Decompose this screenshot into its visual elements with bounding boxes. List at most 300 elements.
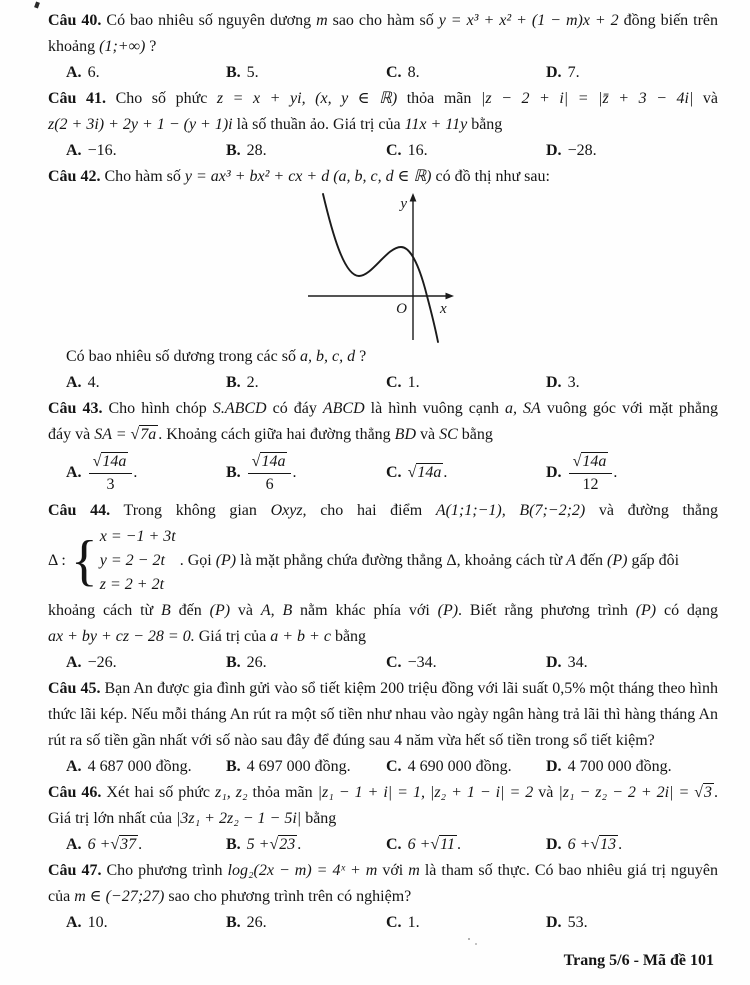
text-run: |z₁ − 1 + i| = 1, |z₂ + 1 − i| = 2 bbox=[317, 784, 534, 801]
question-46-answers bbox=[48, 832, 718, 858]
text-line bbox=[48, 598, 718, 624]
fraction bbox=[569, 452, 613, 495]
text-run: 6 + bbox=[567, 836, 591, 853]
option-letter: C. bbox=[386, 654, 402, 671]
text-run: 1. bbox=[407, 914, 420, 931]
text-run: . Khoảng cách giữa hai đường thẳng bbox=[158, 426, 395, 443]
text-run: 16. bbox=[407, 142, 428, 159]
text-run: thỏa mãn bbox=[397, 90, 481, 107]
text-run: Cho hàm số bbox=[100, 168, 185, 185]
answer-option bbox=[546, 910, 718, 936]
cubic-graph-svg bbox=[300, 192, 530, 344]
option-letter: D. bbox=[546, 374, 562, 391]
text-run: −28. bbox=[567, 142, 597, 159]
answer-option bbox=[386, 910, 546, 936]
option-letter: A. bbox=[66, 464, 82, 481]
text-run: với bbox=[377, 862, 409, 879]
text-line bbox=[48, 164, 718, 190]
sqrt-sign: √ bbox=[430, 836, 440, 853]
option-letter: D. bbox=[546, 64, 562, 81]
text-run: 6. bbox=[87, 64, 100, 81]
sqrt-expression bbox=[130, 422, 158, 448]
answer-option bbox=[66, 60, 226, 86]
answer-option bbox=[226, 832, 386, 858]
text-run: . bbox=[138, 836, 143, 853]
text-run: . bbox=[456, 836, 461, 853]
question-42-answers bbox=[48, 370, 718, 396]
question-47 bbox=[48, 858, 718, 936]
text-run: a + b + c bbox=[270, 628, 331, 645]
text-run: Cho phương trình bbox=[101, 862, 228, 879]
answer-row bbox=[48, 910, 718, 936]
text-run: bằng bbox=[301, 810, 337, 827]
option-letter: B. bbox=[226, 374, 241, 391]
system-rows bbox=[100, 525, 176, 597]
text-run: 28. bbox=[246, 142, 267, 159]
text-run: của bbox=[48, 888, 75, 905]
sqrt-expression bbox=[694, 780, 714, 806]
sqrt-radicand: 14a bbox=[417, 464, 442, 481]
option-letter: A. bbox=[66, 836, 82, 853]
text-run: 53. bbox=[567, 914, 588, 931]
text-line bbox=[48, 86, 718, 112]
cubic-curve bbox=[323, 194, 438, 342]
text-run: . bbox=[613, 464, 618, 481]
text-run: Câu 47. bbox=[48, 862, 102, 879]
text-run: có đồ thị như sau: bbox=[431, 168, 550, 185]
answer-option bbox=[386, 60, 546, 86]
text-run: nằm khác phía với bbox=[292, 602, 438, 619]
answer-option bbox=[546, 60, 718, 86]
question-47-text bbox=[48, 858, 718, 910]
text-run: 26. bbox=[246, 914, 267, 931]
system-equation: y = 2 − 2t bbox=[99, 552, 165, 569]
question-43 bbox=[48, 396, 718, 498]
text-run: 5 + bbox=[246, 836, 270, 853]
system-equation: z = 2 + 2t bbox=[99, 576, 165, 593]
fraction bbox=[248, 452, 292, 495]
text-line bbox=[48, 702, 718, 728]
sqrt-sign: √ bbox=[110, 836, 120, 853]
option-letter: D. bbox=[546, 654, 562, 671]
y-axis-label: y bbox=[400, 196, 407, 212]
text-run: khoảng cách từ bbox=[48, 602, 162, 619]
question-47-answers bbox=[48, 910, 718, 936]
text-run: (P) bbox=[635, 602, 657, 619]
scan-artifact bbox=[475, 943, 477, 945]
question-44 bbox=[48, 498, 718, 676]
y-axis-arrow bbox=[410, 193, 417, 202]
option-letter: A. bbox=[66, 374, 82, 391]
option-letter: A. bbox=[66, 142, 82, 159]
text-run: S.ABCD bbox=[212, 400, 267, 417]
sqrt-expression bbox=[252, 452, 288, 472]
answer-row bbox=[48, 754, 718, 780]
text-run: 6 + bbox=[87, 836, 111, 853]
text-run: m bbox=[408, 862, 420, 879]
option-letter: D. bbox=[546, 836, 562, 853]
text-run: y = ax³ + bx² + cx + d (a, b, c, d ∈ ℝ) bbox=[184, 168, 432, 185]
text-run: A(1;1;−1), B(7;−2;2) bbox=[435, 502, 586, 519]
sqrt-expression bbox=[269, 832, 297, 858]
answer-option bbox=[66, 138, 226, 164]
question-43-answers bbox=[48, 448, 718, 498]
text-run: (P) bbox=[437, 602, 459, 619]
text-run: Có bao nhiêu số dương trong các số bbox=[66, 348, 300, 365]
sqrt-radicand: 13 bbox=[600, 836, 617, 853]
answer-row bbox=[48, 650, 718, 676]
question-41-text bbox=[48, 86, 718, 138]
text-run: −26. bbox=[87, 654, 117, 671]
sqrt-sign: √ bbox=[572, 452, 582, 470]
text-line bbox=[48, 858, 718, 884]
text-run: Câu 43. bbox=[48, 400, 103, 417]
option-letter: B. bbox=[226, 64, 241, 81]
question-40-answers bbox=[48, 60, 718, 86]
text-run: |z − 2 + i| = |z̄ + 3 − 4i| bbox=[480, 90, 694, 107]
sqrt-radicand: 23 bbox=[279, 836, 296, 853]
sqrt-radicand: 7a bbox=[140, 426, 157, 443]
text-run: có đáy bbox=[266, 400, 323, 417]
text-run: . Gọi bbox=[175, 552, 216, 569]
answer-option bbox=[66, 650, 226, 676]
answer-option bbox=[66, 832, 226, 858]
text-run: cho hai điểm bbox=[306, 502, 436, 519]
text-run: |3z₁ + 2z₂ − 1 − 5i| bbox=[175, 810, 302, 827]
text-run: bằng bbox=[330, 628, 367, 645]
text-run: và bbox=[416, 426, 440, 443]
text-run: z = x + yi, (x, y ∈ ℝ) bbox=[216, 90, 398, 107]
sqrt-sign: √ bbox=[590, 836, 600, 853]
option-letter: C. bbox=[386, 914, 402, 931]
text-run: sao cho phương trình trên có nghiệm? bbox=[164, 888, 412, 905]
text-line bbox=[48, 396, 718, 422]
fraction bbox=[89, 452, 133, 495]
option-letter: B. bbox=[226, 758, 241, 775]
sqrt-expression bbox=[110, 832, 138, 858]
text-run: 11x + 11y bbox=[404, 116, 468, 133]
text-run: gấp đôi bbox=[627, 552, 680, 569]
text-run: 34. bbox=[567, 654, 588, 671]
text-run: A, B bbox=[260, 602, 293, 619]
option-letter: B. bbox=[226, 464, 241, 481]
sqrt-radicand: 14a bbox=[582, 452, 607, 470]
text-run: m ∈ (−27;27) bbox=[74, 888, 165, 905]
text-run: 10. bbox=[87, 914, 108, 931]
text-run: 2. bbox=[246, 374, 259, 391]
text-run: và bbox=[533, 784, 559, 801]
text-run: SA = bbox=[94, 426, 131, 443]
text-line bbox=[48, 344, 718, 370]
question-40-text bbox=[48, 8, 718, 60]
option-letter: A. bbox=[66, 654, 82, 671]
text-run: A bbox=[566, 552, 576, 569]
text-run: là số thuần ảo. Giá trị của bbox=[232, 116, 405, 133]
text-run: và bbox=[693, 90, 719, 107]
text-run: . bbox=[618, 836, 623, 853]
sqrt-expression bbox=[408, 460, 444, 486]
text-run: thức lãi kép. Nếu mỗi tháng An rút ra một số tiền như nhau vào ngày ngân hàng trả lãi thì hàng tháng An bbox=[48, 706, 718, 723]
text-run: (P) bbox=[215, 552, 237, 569]
text-run: và đường thẳng bbox=[585, 502, 719, 519]
text-line bbox=[48, 780, 718, 806]
text-run: 4 690 000 đồng. bbox=[407, 758, 512, 775]
text-run: (1;+∞) bbox=[99, 38, 146, 55]
text-run: Cho số phức bbox=[106, 90, 217, 107]
sqrt-radicand: 11 bbox=[440, 836, 455, 853]
text-run: Câu 46. bbox=[48, 784, 102, 801]
answer-option bbox=[66, 910, 226, 936]
answer-option bbox=[386, 370, 546, 396]
answer-row bbox=[48, 370, 718, 396]
question-44-answers bbox=[48, 650, 718, 676]
option-letter: D. bbox=[546, 758, 562, 775]
text-run: là tham số thực. Có bao nhiêu giá trị nguyên bbox=[419, 862, 719, 879]
text-line bbox=[48, 422, 718, 448]
text-run: ? bbox=[355, 348, 367, 365]
option-letter: C. bbox=[386, 464, 402, 481]
text-run: 26. bbox=[246, 654, 267, 671]
text-run: (P) bbox=[607, 552, 628, 569]
text-run: đến bbox=[170, 602, 210, 619]
sqrt-expression bbox=[590, 832, 618, 858]
question-42 bbox=[48, 164, 718, 396]
text-line bbox=[48, 498, 718, 524]
text-run: 8. bbox=[407, 64, 420, 81]
answer-option bbox=[546, 754, 718, 780]
answer-option bbox=[386, 138, 546, 164]
question-46-text bbox=[48, 780, 718, 832]
answer-option bbox=[66, 754, 226, 780]
question-42-text-after bbox=[48, 344, 718, 370]
fraction-numerator bbox=[89, 452, 133, 474]
text-run: ax + by + cz − 28 = 0. bbox=[48, 628, 195, 645]
text-run: bằng bbox=[467, 116, 503, 133]
text-run: y = x³ + x² + (1 − m)x + 2 bbox=[438, 12, 619, 29]
sqrt-sign: √ bbox=[92, 452, 102, 470]
answer-row bbox=[48, 448, 718, 498]
text-run: Trong không gian bbox=[110, 502, 271, 519]
text-run: Câu 44. bbox=[48, 502, 111, 519]
text-run: z(2 + 3i) + 2y + 1 − (y + 1)i bbox=[48, 116, 233, 133]
sqrt-sign: √ bbox=[694, 784, 704, 801]
answer-option bbox=[226, 910, 386, 936]
option-letter: C. bbox=[386, 64, 402, 81]
text-run: là hình vuông cạnh bbox=[364, 400, 505, 417]
text-line bbox=[48, 676, 718, 702]
question-44-text bbox=[48, 498, 718, 650]
answer-option bbox=[386, 650, 546, 676]
sqrt-radicand: 14a bbox=[102, 452, 127, 470]
answer-option bbox=[546, 650, 718, 676]
text-line bbox=[48, 728, 718, 754]
sqrt-expression bbox=[93, 452, 129, 472]
text-line bbox=[48, 624, 718, 650]
text-run: đến bbox=[575, 552, 608, 569]
text-run: Câu 40. bbox=[48, 12, 102, 29]
answer-option bbox=[226, 138, 386, 164]
sqrt-radicand: 3 bbox=[704, 784, 713, 801]
question-46 bbox=[48, 780, 718, 858]
system-equation: x = −1 + 3t bbox=[99, 528, 176, 545]
text-line bbox=[48, 34, 718, 60]
text-run: (P) bbox=[209, 602, 231, 619]
text-run: Xét hai số phức bbox=[101, 784, 216, 801]
option-letter: C. bbox=[386, 836, 402, 853]
text-run: B bbox=[161, 602, 171, 619]
answer-option bbox=[386, 460, 546, 486]
scan-artifact bbox=[34, 1, 40, 8]
option-letter: B. bbox=[226, 836, 241, 853]
sqrt-radicand: 14a bbox=[261, 452, 286, 470]
option-letter: C. bbox=[386, 142, 402, 159]
text-run: là mặt phẳng chứa đường thẳng Δ, khoảng cách từ bbox=[236, 552, 567, 569]
text-run: sao cho hàm số bbox=[327, 12, 439, 29]
cubic-graph-figure bbox=[300, 192, 718, 344]
text-run: a, b, c, d bbox=[299, 348, 356, 365]
question-42-text bbox=[48, 164, 718, 190]
text-run: −34. bbox=[407, 654, 437, 671]
answer-row bbox=[48, 138, 718, 164]
answer-option bbox=[546, 138, 718, 164]
answer-option bbox=[546, 832, 718, 858]
text-run: 1. bbox=[407, 374, 420, 391]
text-run: 4 697 000 đồng. bbox=[246, 758, 351, 775]
option-letter: B. bbox=[226, 914, 241, 931]
option-letter: D. bbox=[546, 142, 562, 159]
text-line bbox=[48, 112, 718, 138]
answer-option bbox=[546, 452, 718, 495]
answer-option bbox=[66, 370, 226, 396]
option-letter: A. bbox=[66, 914, 82, 931]
text-run: 7. bbox=[567, 64, 580, 81]
text-run: và bbox=[230, 602, 261, 619]
answer-option bbox=[66, 452, 226, 495]
option-letter: B. bbox=[226, 654, 241, 671]
text-run: |z₁ − z₂ − 2 + 2i| = bbox=[558, 784, 695, 801]
option-letter: C. bbox=[386, 758, 402, 775]
text-run: đáy và bbox=[48, 426, 95, 443]
text-run: m bbox=[316, 12, 328, 29]
text-run: Oxyz, bbox=[270, 502, 307, 519]
text-run: Câu 45. bbox=[48, 680, 101, 697]
text-line bbox=[48, 806, 718, 832]
text-run: vuông góc với mặt phẳng bbox=[540, 400, 719, 417]
text-run: 4 687 000 đồng. bbox=[87, 758, 192, 775]
fraction-denominator: 3 bbox=[106, 475, 115, 493]
answer-option bbox=[546, 370, 718, 396]
text-run: Câu 41. bbox=[48, 90, 107, 107]
answer-option bbox=[226, 452, 386, 495]
answer-row bbox=[48, 60, 718, 86]
fraction-numerator bbox=[248, 452, 292, 474]
text-run: SC bbox=[439, 426, 458, 443]
text-run: 5. bbox=[246, 64, 259, 81]
text-run: 4 700 000 đồng. bbox=[567, 758, 672, 775]
page-footer: Trang 5/6 - Mã đề 101 bbox=[563, 952, 714, 969]
text-run: đồng biến trên bbox=[618, 12, 719, 29]
text-run: Giá trị của bbox=[194, 628, 271, 645]
sqrt-sign: √ bbox=[251, 452, 261, 470]
question-45-answers bbox=[48, 754, 718, 780]
question-45 bbox=[48, 676, 718, 780]
text-run: . bbox=[133, 464, 138, 481]
text-line bbox=[48, 524, 718, 598]
text-run: . bbox=[297, 836, 302, 853]
page-content bbox=[48, 8, 718, 936]
question-41-answers bbox=[48, 138, 718, 164]
text-run: khoảng bbox=[48, 38, 100, 55]
option-letter: A. bbox=[66, 64, 82, 81]
question-43-text bbox=[48, 396, 718, 448]
text-run: Cho hình chóp bbox=[102, 400, 213, 417]
text-run: 6 + bbox=[407, 836, 431, 853]
origin-label: O bbox=[396, 301, 407, 317]
sqrt-expression bbox=[573, 452, 609, 472]
answer-option bbox=[226, 754, 386, 780]
text-run: . bbox=[292, 464, 297, 481]
text-run: a, SA bbox=[504, 400, 541, 417]
text-run: ? bbox=[145, 38, 157, 55]
text-run: . bbox=[714, 784, 719, 801]
text-run: Bạn An được gia đình gửi vào sổ tiết kiệm 200 triệu đồng với lãi suất 0,5% một tháng theo hình bbox=[100, 680, 719, 697]
text-run: BD bbox=[394, 426, 416, 443]
answer-option bbox=[386, 832, 546, 858]
x-axis-label: x bbox=[440, 301, 447, 317]
option-letter: C. bbox=[386, 374, 402, 391]
option-letter: D. bbox=[546, 464, 562, 481]
scan-artifact bbox=[468, 938, 470, 940]
answer-option bbox=[226, 650, 386, 676]
text-run: rút ra số tiền gần nhất với số nào sau đây để đúng sau 4 năm vừa hết số tiền trong sổ tiết kiệm? bbox=[48, 732, 655, 749]
text-run: Giá trị lớn nhất của bbox=[48, 810, 176, 827]
text-run: thỏa mãn bbox=[247, 784, 318, 801]
sqrt-radicand: 37 bbox=[120, 836, 137, 853]
sqrt-sign: √ bbox=[269, 836, 279, 853]
equation-system bbox=[48, 524, 176, 598]
system-brace: { bbox=[70, 530, 98, 592]
text-run: Câu 42. bbox=[48, 168, 101, 185]
text-run: −16. bbox=[87, 142, 117, 159]
text-run: . Biết rằng phương trình bbox=[458, 602, 636, 619]
text-run: z₁, z₂ bbox=[215, 784, 248, 801]
system-label: Δ : bbox=[48, 552, 66, 569]
fraction-denominator: 12 bbox=[582, 475, 599, 493]
option-letter: B. bbox=[226, 142, 241, 159]
question-45-text bbox=[48, 676, 718, 754]
text-run: 3. bbox=[567, 374, 580, 391]
text-run: có dạng bbox=[656, 602, 719, 619]
option-letter: A. bbox=[66, 758, 82, 775]
text-run: bằng bbox=[457, 426, 493, 443]
sqrt-expression bbox=[430, 832, 457, 858]
text-run: ABCD bbox=[322, 400, 365, 417]
text-run: Có bao nhiêu số nguyên dương bbox=[101, 12, 317, 29]
question-41 bbox=[48, 86, 718, 164]
fraction-numerator bbox=[569, 452, 613, 474]
text-line bbox=[48, 8, 718, 34]
sqrt-sign: √ bbox=[130, 426, 140, 443]
answer-option bbox=[386, 754, 546, 780]
option-letter: D. bbox=[546, 914, 562, 931]
x-axis-arrow bbox=[446, 293, 455, 300]
text-run: . bbox=[443, 464, 448, 481]
text-line bbox=[48, 884, 718, 910]
answer-option bbox=[226, 370, 386, 396]
text-run: 4. bbox=[87, 374, 100, 391]
sqrt-sign: √ bbox=[407, 464, 417, 481]
answer-row bbox=[48, 832, 718, 858]
